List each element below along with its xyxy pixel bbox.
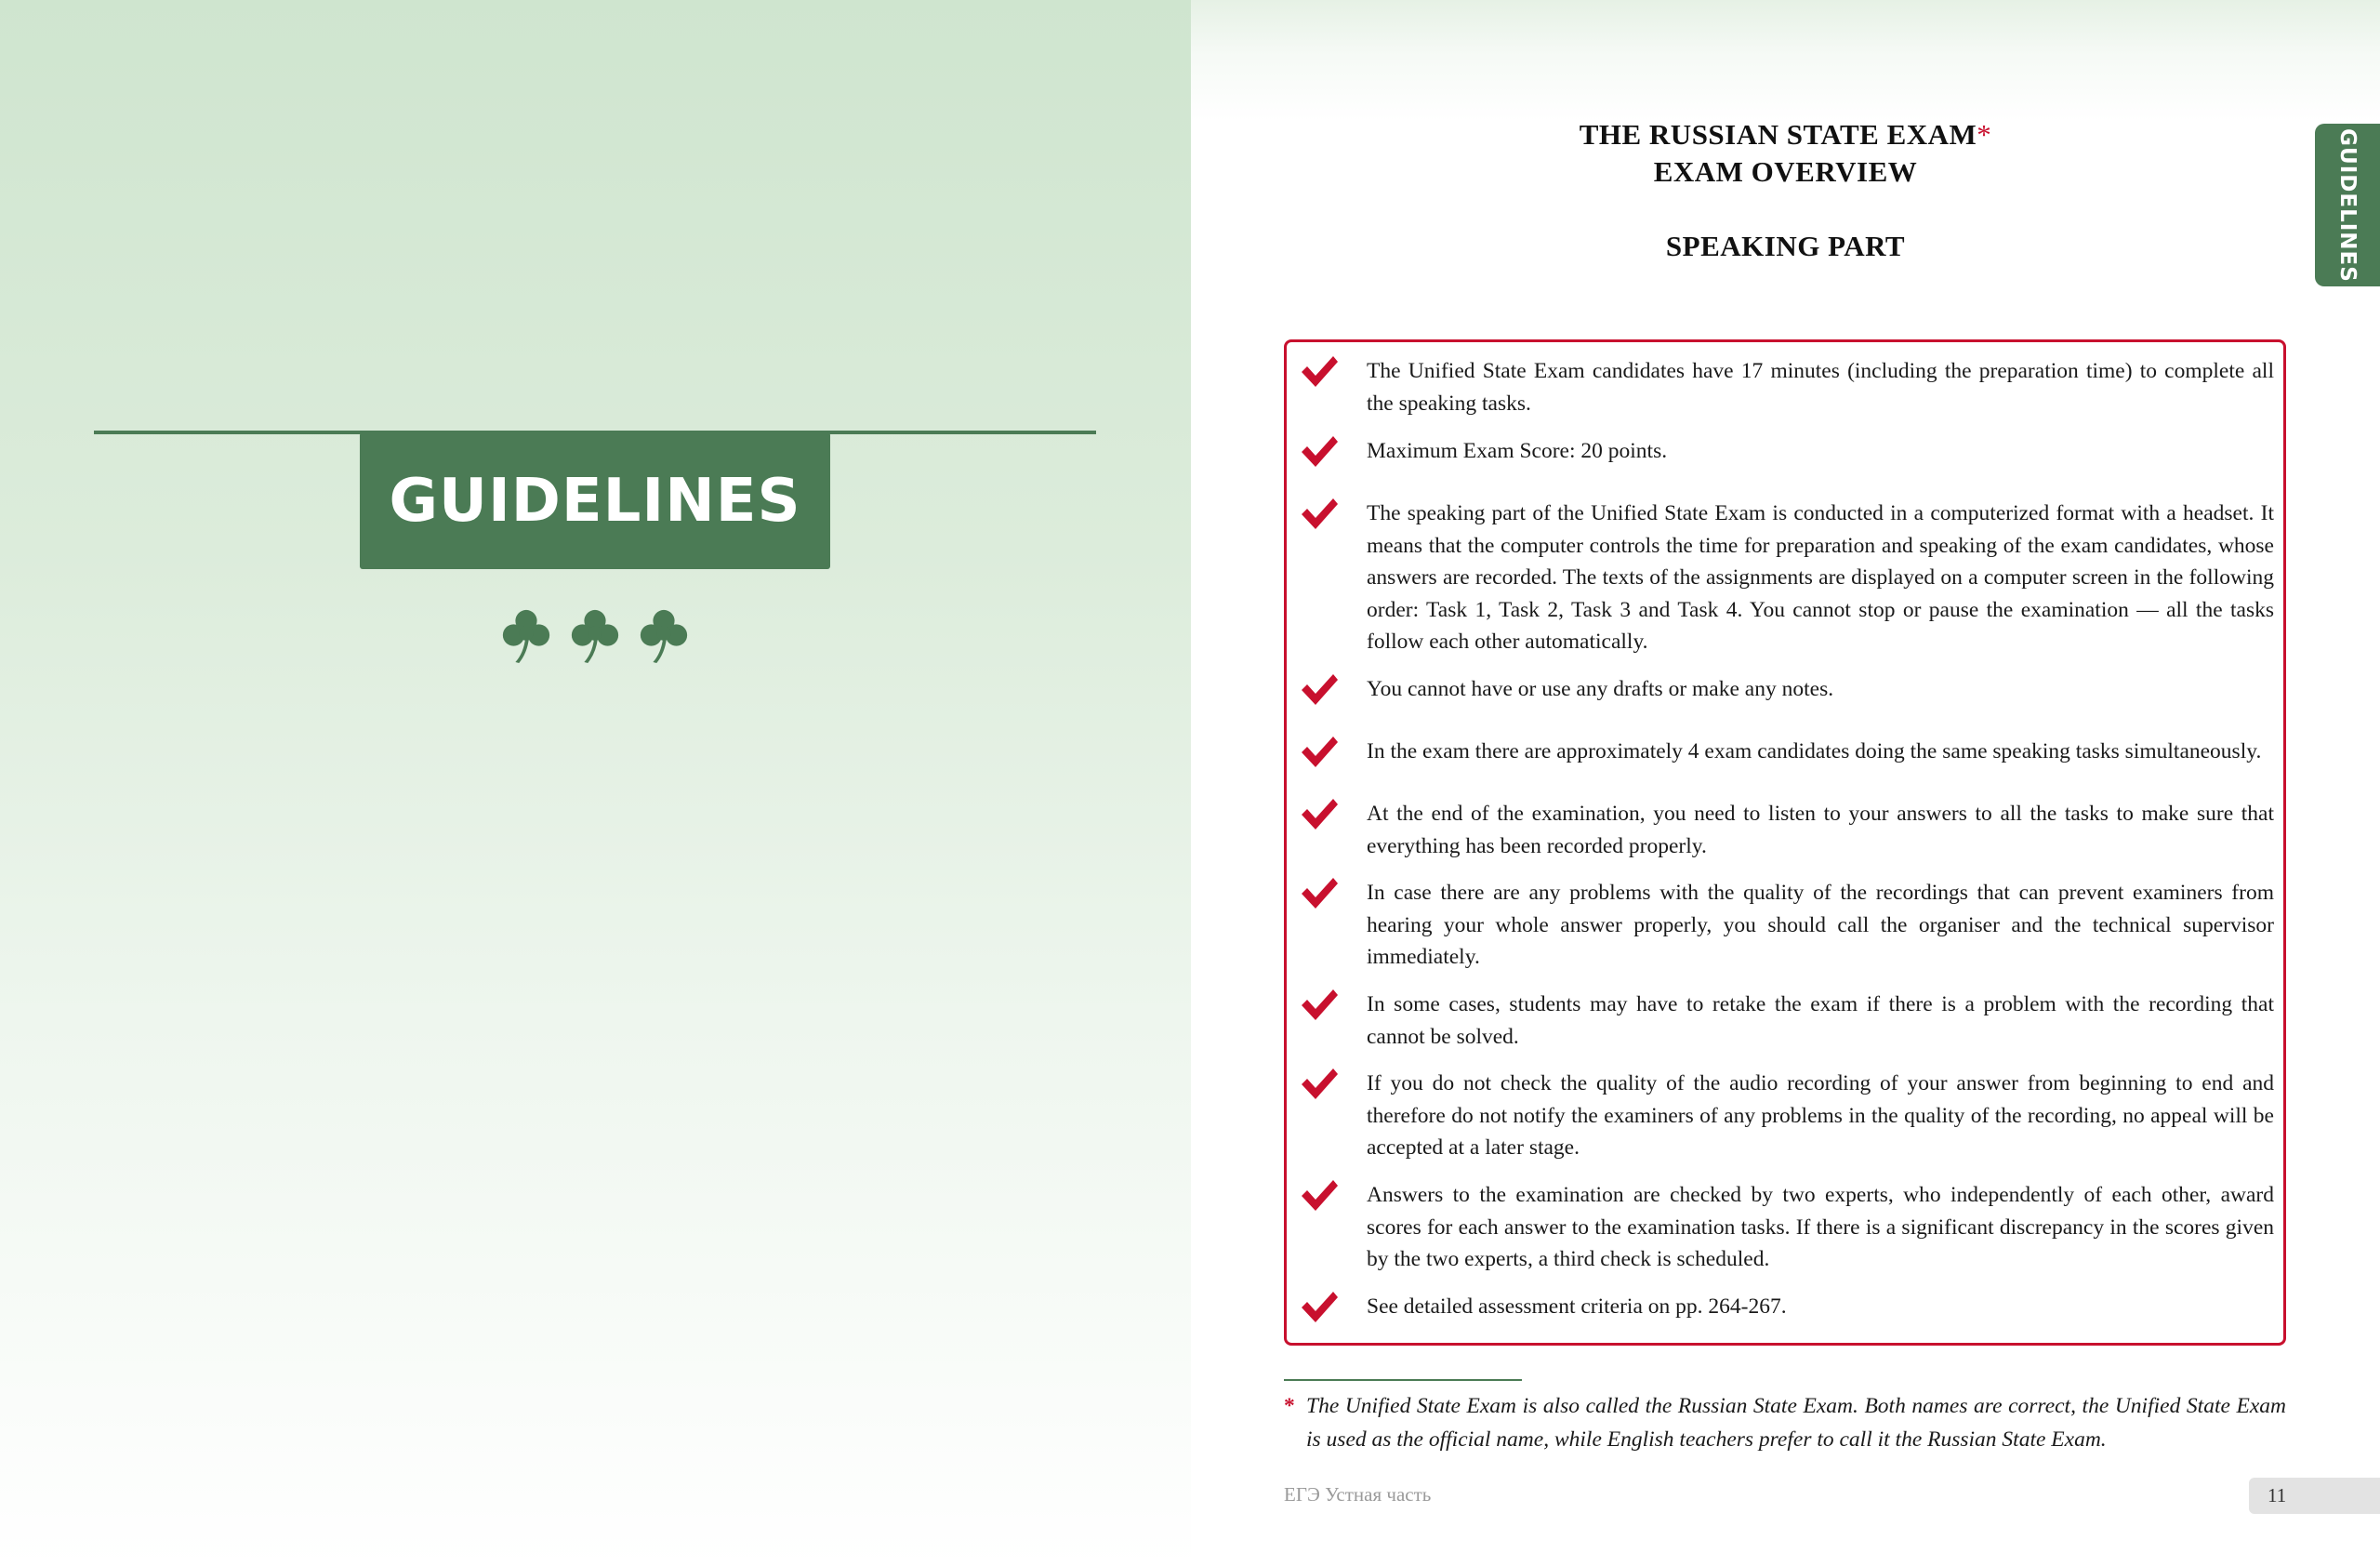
list-item-text: The Unified State Exam candidates have 17 minutes (including the preparation time) to complete all the speaking tasks. [1367,359,2274,416]
clover-icon [499,606,553,664]
clover-icon [637,606,691,664]
checkmark-icon [1300,353,1339,391]
checkmark-icon [1300,734,1339,771]
list-item-text: Maximum Exam Score: 20 points. [1367,439,1668,463]
list-item-text: At the end of the examination, you need to listen to your answers to all the tasks to make sure that everything has been recorded properly. [1367,802,2274,858]
footnote-text: The Unified State Exam is also called the Russian State Exam. Both names are correct, the Unified State Exam is used as the official name, while English teachers prefer to call it the Russian State Exam. [1306,1394,2286,1452]
side-tab-label: GUIDELINES [2335,127,2360,283]
list-item-text: In the exam there are approximately 4 exam candidates doing the same speaking tasks simultaneously. [1367,739,2262,763]
checkmark-icon [1300,987,1339,1024]
list-item-text: In case there are any problems with the quality of the recordings that can prevent examiners from hearing your whole answer properly, you should call the organiser and the technical supervisor immediately. [1367,881,2274,969]
section-title: GUIDELINES [389,466,801,536]
checkmark-icon [1300,875,1339,912]
list-item-text: The speaking part of the Unified State Exam is conducted in a computerized format with a headset. It means that the computer controls the time for preparation and speaking of the exam candidates, whose answers are recorded. The texts of the assignments are displayed on a computer screen in the following order: Task 1, Task 2, Task 3 and Task 4. You cannot stop or pause the examination — all the tasks follow each other automatically. [1367,501,2274,654]
heading-line1: THE RUSSIAN STATE EXAM* [1579,118,1992,151]
list-item-text: You cannot have or use any drafts or make any notes. [1367,677,1834,701]
list-item [1300,798,2274,862]
checkmark-icon [1300,796,1339,833]
checkmark-icon [1300,1066,1339,1103]
list-item-text: If you do not check the quality of the audio recording of your answer from beginning to end and therefore do not notify the examiners of any problems in the quality of the recording, no appeal will be accepted at a later stage. [1367,1071,2274,1160]
footnote-marker[interactable]: * [1977,118,1992,151]
clover-icon [568,606,622,664]
list-item [1300,435,2274,471]
list-item [1300,673,2274,709]
checkmark-icon [1300,671,1339,709]
section-title-banner [360,432,830,569]
checkmark-icon [1300,496,1339,533]
page-heading [1191,116,2380,265]
page-number: 11 [2249,1478,2380,1514]
list-item [1300,1068,2274,1164]
checklist-box [1284,339,2286,1346]
list-item [1300,1179,2274,1276]
footnote [1284,1389,2286,1456]
list-item [1300,498,2274,658]
checkmark-icon [1300,433,1339,471]
footnote-rule [1284,1379,1522,1381]
list-item-text: See detailed assessment criteria on pp. 264-267. [1367,1294,1787,1319]
list-item [1300,1291,2274,1326]
list-item [1300,736,2274,771]
checkmark-icon [1300,1289,1339,1326]
footnote-mark: * [1284,1394,1295,1418]
heading-line2: EXAM OVERVIEW [1653,155,1918,188]
list-item-text: Answers to the examination are checked by two experts, who independently of each other, award scores for each answer to the examination tasks. If there is a significant discrepancy in the scores given by the two experts, a third check is scheduled. [1367,1183,2274,1271]
list-item [1300,989,2274,1053]
clover-ornament [499,606,691,671]
running-footer: ЕГЭ Устная часть [1284,1483,1432,1506]
checkmark-icon [1300,1177,1339,1214]
list-item [1300,355,2274,419]
list-item [1300,877,2274,974]
list-item-text: In some cases, students may have to retake the exam if there is a problem with the recording that cannot be solved. [1367,992,2274,1049]
page-subheading: SPEAKING PART [1665,230,1906,262]
